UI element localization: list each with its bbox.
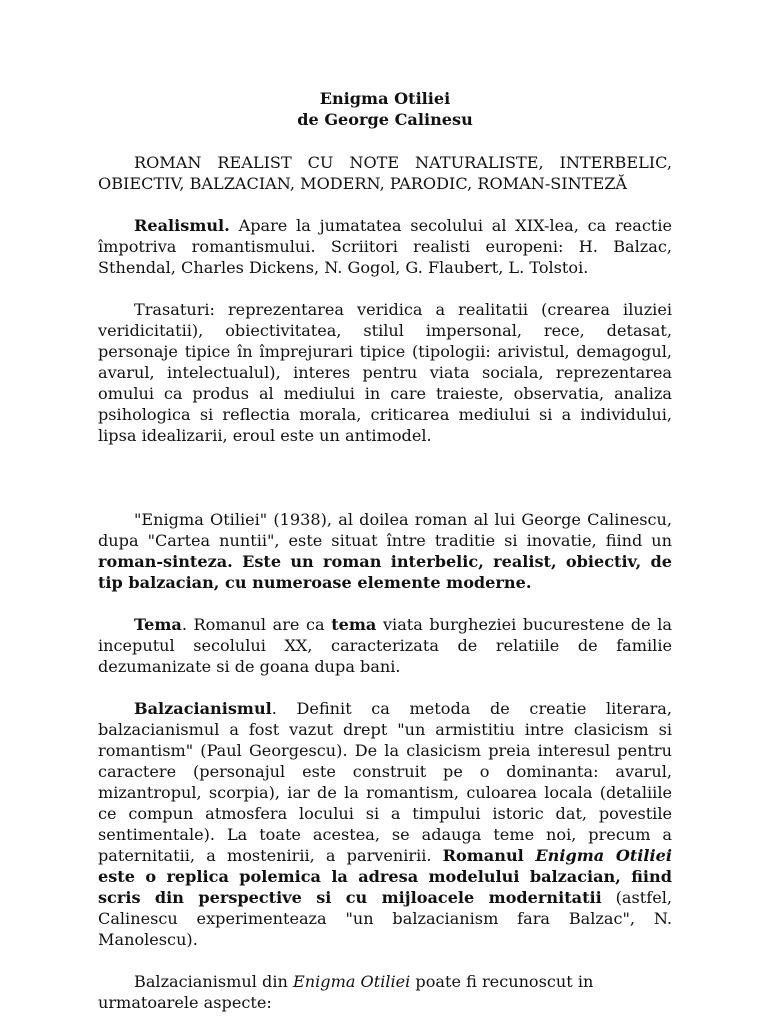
balzacianism-bold-2: este o replica polemica la adresa modelului balzacian, fiind scris din perspective si cu mijloacele modernitatii: [98, 867, 672, 907]
intro-text: "Enigma Otiliei" (1938), al doilea roman al lui George Calinescu, dupa "Cartea nuntii", este situat între traditie si inovatie, fiind un: [98, 510, 672, 550]
realism-paragraph: [98, 215, 672, 278]
aspects-text-1: Balzacianismul din: [134, 972, 293, 991]
balzacianism-paragraph: [98, 698, 672, 950]
aspects-text-2: poate fi recunoscut in urmatoarele aspecte:: [98, 972, 594, 1012]
intro-paragraph: [98, 509, 672, 593]
title-block: [98, 88, 672, 130]
trasaturi-paragraph: [98, 299, 672, 446]
balzacianism-text-2: (astfel, Calinescu experimenteaza "un balzacianism fara Balzac", N. Manolescu).: [98, 888, 672, 949]
document-subtitle: de George Calinesu: [297, 110, 473, 129]
balzacianism-text-1: . Definit ca metoda de creatie literara, balzacianismul a fost vazut drept "un armistitiu intre clasicism si romantism" (Paul Georgescu). De la clasicism preia interesul pentru caractere (personajul este construit pe o dominanta: avarul, mizantropul, scorpia), iar de la romantism, culoarea locala (detaliile ce compun atmosfera locului si a timpului istoric dat, povestile sentimentale). La toate acestea, se adauga teme noi, precum a paternitatii, a mostenirii, a parvenirii.: [98, 699, 672, 865]
tema-term: Tema: [134, 615, 182, 634]
realism-text: Apare la jumatatea secolului al XIX-lea, ca reactie împotriva romantismului. Scriitori realisti europeni: H. Balzac, Sthendal, Charles Dickens, N. Gogol, G. Flaubert, L. Tolstoi.: [98, 216, 672, 277]
intro-bold: roman-sinteza. Este un roman interbelic, realist, obiectiv, de tip balzacian, cu numeroase elemente moderne.: [98, 552, 672, 592]
aspects-paragraph: [98, 971, 672, 1013]
tema-bold: tema: [331, 615, 377, 634]
tema-paragraph: [98, 614, 672, 677]
trasaturi-text: Trasaturi: reprezentarea veridica a realitatii (crearea iluziei veridicitatii), obiectivitatea, stilul impersonal, rece, detasat, personaje tipice în împrejurari tipice (tipologii: arivistul, demagogul, avarul, intelectualul), interes pentru viata sociala, reprezentarea omului ca produs al mediului in care traieste, observatia, analiza psihologica si reflectia morala, criticarea mediului si a individului, lipsa idealizarii, eroul este un antimodel.: [98, 300, 672, 445]
genre-text: ROMAN REALIST CU NOTE NATURALISTE, INTERBELIC, OBIECTIV, BALZACIAN, MODERN, PARODIC, ROMAN-SINTEZĂ: [98, 153, 672, 193]
tema-text-1: . Romanul are ca: [181, 615, 332, 634]
balzacianism-bold-1: Romanul: [442, 846, 536, 865]
realism-term: Realismul.: [134, 216, 230, 235]
balzacianism-novel-title: Enigma Otiliei: [535, 846, 672, 865]
aspects-novel-title: Enigma Otiliei: [293, 972, 411, 991]
tema-text-2: viata burgheziei bucurestene de la inceputul secolului XX, caracterizata de relatiile de familie dezumanizate si de goana dupa bani.: [98, 615, 672, 676]
genre-paragraph: [98, 152, 672, 194]
document-title: Enigma Otiliei: [319, 89, 451, 108]
balzacianism-term: Balzacianismul: [134, 699, 272, 718]
